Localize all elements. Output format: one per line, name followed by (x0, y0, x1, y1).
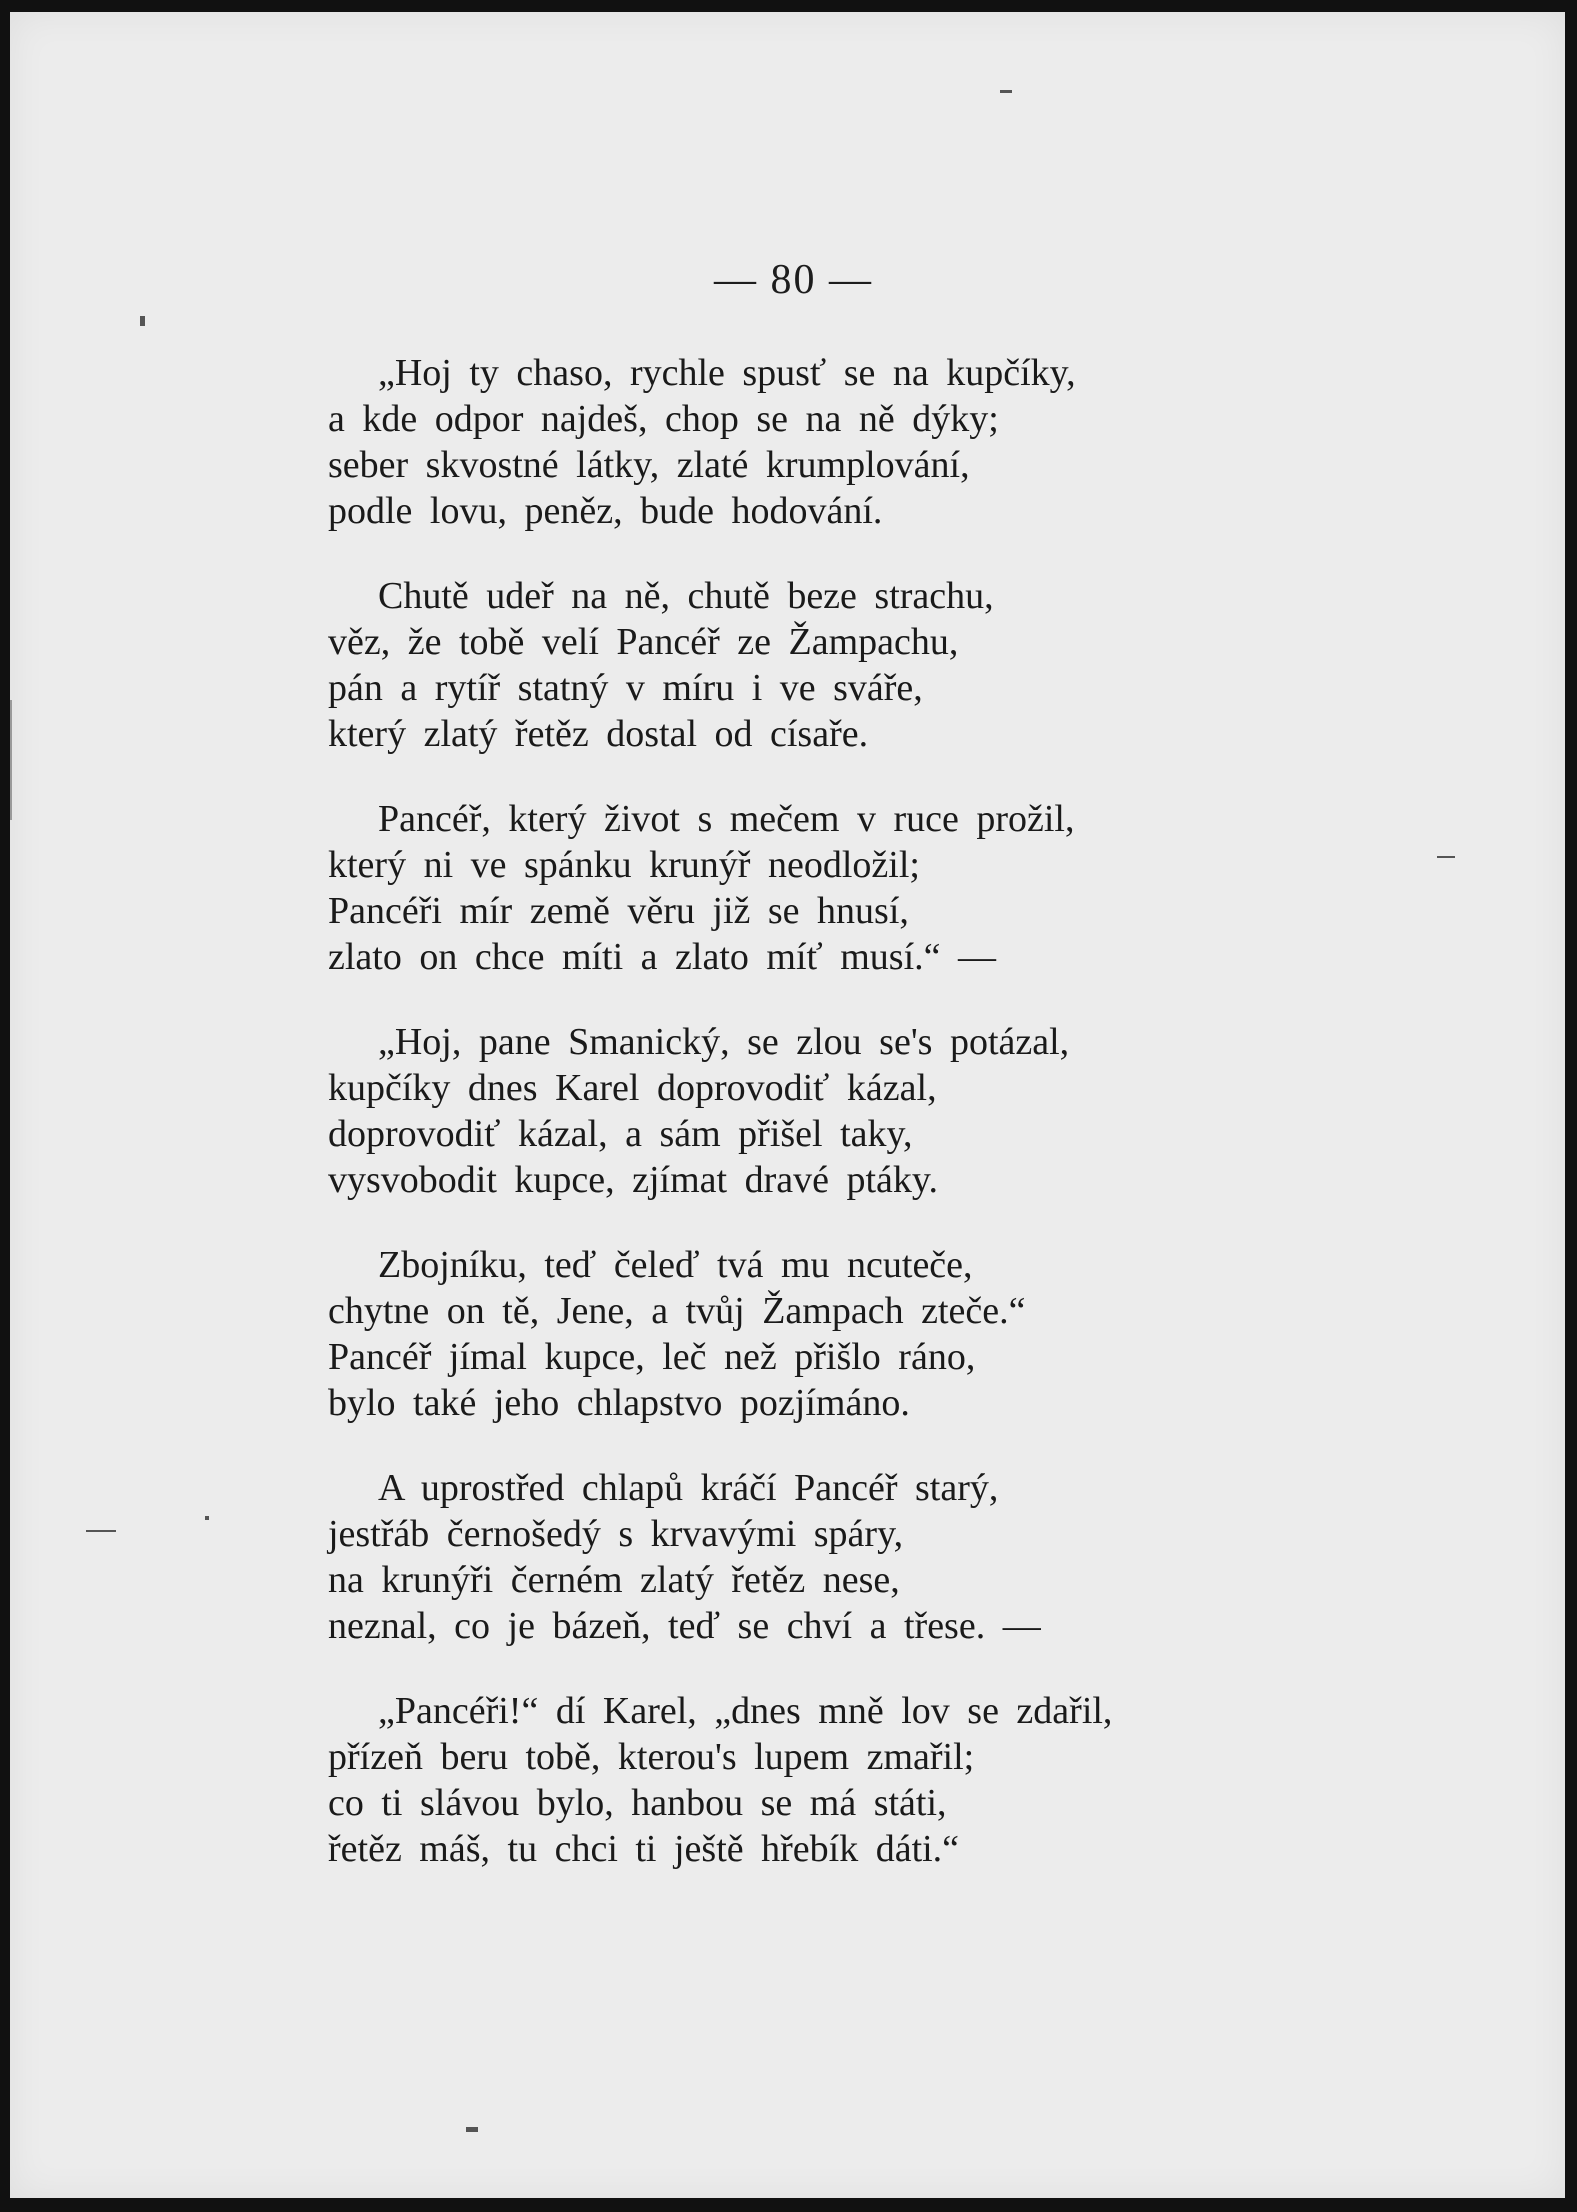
verse-line: seber skvostné látky, zlaté krumplování, (328, 444, 970, 486)
scan-speck (466, 2127, 478, 2132)
verse-line: „Hoj ty chaso, rychle spusť se na kupčíky, (378, 352, 1076, 394)
verse-line: „Pancéři!“ dí Karel, „dnes mně lov se zdařil, (378, 1690, 1113, 1732)
verse-line: jestřáb černošedý s krvavými spáry, (328, 1513, 904, 1555)
verse-line: vysvobodit kupce, zjímat dravé ptáky. (328, 1159, 938, 1201)
scan-speck (205, 1516, 209, 1520)
verse-line: který ni ve spánku krunýř neodložil; (328, 844, 920, 886)
verse-line: neznal, co je bázeň, teď se chví a třese. — (328, 1605, 1041, 1647)
verse-line: co ti slávou bylo, hanbou se má státi, (328, 1782, 947, 1824)
stanza (328, 1019, 1328, 1203)
verse-line: doprovodiť kázal, a sám přišel taky, (328, 1113, 913, 1155)
verse-line: Zbojníku, teď čeleď tvá mu ncuteče, (378, 1244, 973, 1286)
stanza (328, 573, 1328, 757)
verse-line: bylo také jeho chlapstvo pozjímáno. (328, 1382, 910, 1424)
stanza (328, 1242, 1328, 1426)
verse-line: „Hoj, pane Smanický, se zlou se's potázal, (378, 1021, 1070, 1063)
page-number: — 80 — (714, 257, 873, 303)
stanza (328, 1688, 1328, 1872)
verse-line: Pancéř, který život s mečem v ruce prožil, (378, 798, 1075, 840)
verse-line: podle lovu, peněz, bude hodování. (328, 490, 883, 532)
verse-line: A uprostřed chlapů kráčí Pancéř starý, (378, 1467, 999, 1509)
verse-line: a kde odpor najdeš, chop se na ně dýky; (328, 398, 999, 440)
stanza (328, 1465, 1328, 1649)
verse-line: zlato on chce míti a zlato míť musí.“ — (328, 936, 997, 978)
scan-speck (86, 1530, 116, 1532)
scan-speck (140, 316, 145, 326)
stanza (328, 796, 1328, 980)
verse-line: který zlatý řetěz dostal od císaře. (328, 713, 869, 755)
verse-line: Chutě udeř na ně, chutě beze strachu, (378, 575, 994, 617)
verse-line: přízeň beru tobě, kterou's lupem zmařil; (328, 1736, 975, 1778)
verse-line: věz, že tobě velí Pancéř ze Žampachu, (328, 621, 959, 663)
verse-line: kupčíky dnes Karel doprovodiť kázal, (328, 1067, 937, 1109)
scan-speck (10, 700, 12, 820)
verse-line: Pancéři mír země věru již se hnusí, (328, 890, 909, 932)
verse-line: chytne on tě, Jene, a tvůj Žampach zteče.“ (328, 1290, 1026, 1332)
verse-line: Pancéř jímal kupce, leč než přišlo ráno, (328, 1336, 976, 1378)
poem (328, 350, 1328, 1911)
scan-speck (1437, 856, 1455, 858)
scan-speck (1000, 90, 1012, 93)
verse-line: na krunýři černém zlatý řetěz nese, (328, 1559, 900, 1601)
verse-line: řetěz máš, tu chci ti ještě hřebík dáti.“ (328, 1828, 960, 1870)
verse-line: pán a rytíř statný v míru i ve sváře, (328, 667, 923, 709)
stanza (328, 350, 1328, 534)
